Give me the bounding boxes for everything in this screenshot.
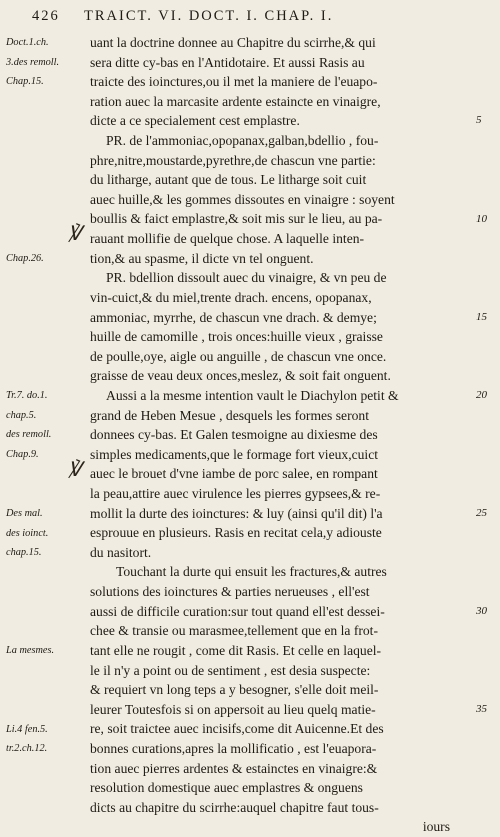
text-line: le il n'y a point ou de sentiment , est desia suspecte: [90,662,371,678]
text-line: simples medicaments,que le formage fort vieux,cuict [90,446,379,462]
margin-note: tr.2.ch.12. [6,743,48,755]
text-line: huille de camomille , trois onces:huille vieux , graisse [90,329,383,345]
text-line: la peau,attire auec virulence les pierres gypsees,& re- [90,486,381,502]
text-line: dicts au chapitre du scirrhe:auquel chapitre faut tous- [90,799,379,815]
text-line: rauant mollifie de quelque chose. A laquelle inten- [90,231,365,247]
versicle-mark-icon: ℣ [68,458,82,481]
line-number: 30 [476,604,487,617]
margin-note: chap.5. [6,409,37,421]
text-line: leurer Toutesfois si on appersoit au lieu quelq matie- [90,701,376,717]
margin-note: Tr.7. do.1. [6,390,48,402]
text-line: esprouue en plusieurs. Rasis en recitat cela,y adiouste [90,525,382,541]
text-line: du nasitort. [90,544,152,560]
margin-note: Chap.15. [6,76,44,88]
text-line: Touchant la durte qui ensuit les fractures,& autres [116,564,387,580]
page-header [30,8,500,30]
text-line: resolution domestique auec emplastres & onguens [90,780,363,796]
margin-note: Chap.9. [6,449,39,461]
text-line: phre,nitre,moustarde,pyrethre,de chascun vne partie: [90,152,376,168]
line-number: 25 [476,506,487,519]
text-line: & requiert vn long teps a y besogner, s'elle doit meil- [90,682,379,698]
versicle-mark-icon: ℣ [68,223,82,246]
margin-note: Des mal. [6,507,43,519]
text-line: graisse de veau deux onces,meslez, & soit fait onguent. [90,368,391,384]
text-line: grand de Heben Mesue , desquels les formes seront [90,407,369,423]
text-line: bonnes curations,apres la mollificatio , est l'euapora- [90,740,377,756]
line-number: 5 [476,114,482,127]
text-line: du litharge, autant que de tous. Le litharge soit cuit [90,172,367,188]
text-line: ration auec la marcasite ardente estaincte en vinaigre, [90,93,381,109]
margin-note: des ioinct. [6,527,49,539]
line-number: 15 [476,310,487,323]
text-line: traicte des ioinctures,ou il met la maniere de l'euapo- [90,74,378,90]
text-line: iours [422,819,450,835]
text-line: PR. bdellion dissoult auec du vinaigre, & vn peu de [106,270,387,286]
text-line: sera ditte cy-bas en l'Antidotaire. Et aussi Rasis au [90,54,365,70]
text-line: chee & transie ou marasmee,tellement que en la frot- [90,623,378,639]
text-line: re, soit traictee auec incisifs,come dit Auicenne.Et des [90,721,384,737]
text-line: vin-cuict,& du miel,trente drach. encens, opopanax, [90,289,372,305]
line-number: 35 [476,703,487,716]
text-line: boullis & faict emplastre,& soit mis sur le lieu, au pa- [90,211,383,227]
margin-note: chap.15. [6,547,42,559]
text-line: dicte a ce specialement cest emplastre. [90,113,300,129]
margin-note: des remoll. [6,429,52,441]
line-number: 10 [476,212,487,225]
page-number: 426 [32,8,60,24]
text-line: aussi de difficile curation:sur tout quand ell'est dessei- [90,603,385,619]
main-text-block [90,33,468,837]
text-line: tion,& au spasme, il dicte vn tel onguent. [90,250,314,266]
text-line: auec le brouet d'vne iambe de porc salee, en rompant [90,466,378,482]
text-line: tant elle ne rougit , come dit Rasis. Et celle en laquel- [90,642,382,658]
text-line: donnees cy-bas. Et Galen tesmoigne au dixiesme des [90,427,378,443]
line-number: 20 [476,389,487,402]
margin-note: Doct.1.ch. [6,37,49,48]
text-line: PR. de l'ammoniac,opopanax,galban,bdellio , fou- [106,133,379,149]
margin-note: La mesmes. [6,645,55,657]
running-title: TRAICT. VI. DOCT. I. CHAP. I. [84,8,334,24]
text-line: de poulle,oye, aigle ou anguille , de chascun vne once. [90,348,387,364]
margin-note: Chap.26. [6,252,44,264]
margin-note: 3.des remoll. [6,56,60,68]
text-line: mollit la durte des ioinctures: & luy (ainsi qu'il dit) l'a [90,505,383,521]
text-line: Aussi a la mesme intention vault le Diachylon petit & [106,387,399,403]
text-line: ammoniac, myrrhe, de chascun vne drach. & demye; [90,309,377,325]
text-line: solutions des ioinctures & parties nerueuses , ell'est [90,584,370,600]
text-line: auec huille,& les gommes dissoutes en vinaigre : soyent [90,191,395,207]
text-line: tion auec pierres ardentes & estainctes en vinaigre:& [90,760,378,776]
margin-note: Li.4 fen.5. [6,723,48,735]
text-line: uant la doctrine donnee au Chapitre du scirrhe,& qui [90,35,376,50]
